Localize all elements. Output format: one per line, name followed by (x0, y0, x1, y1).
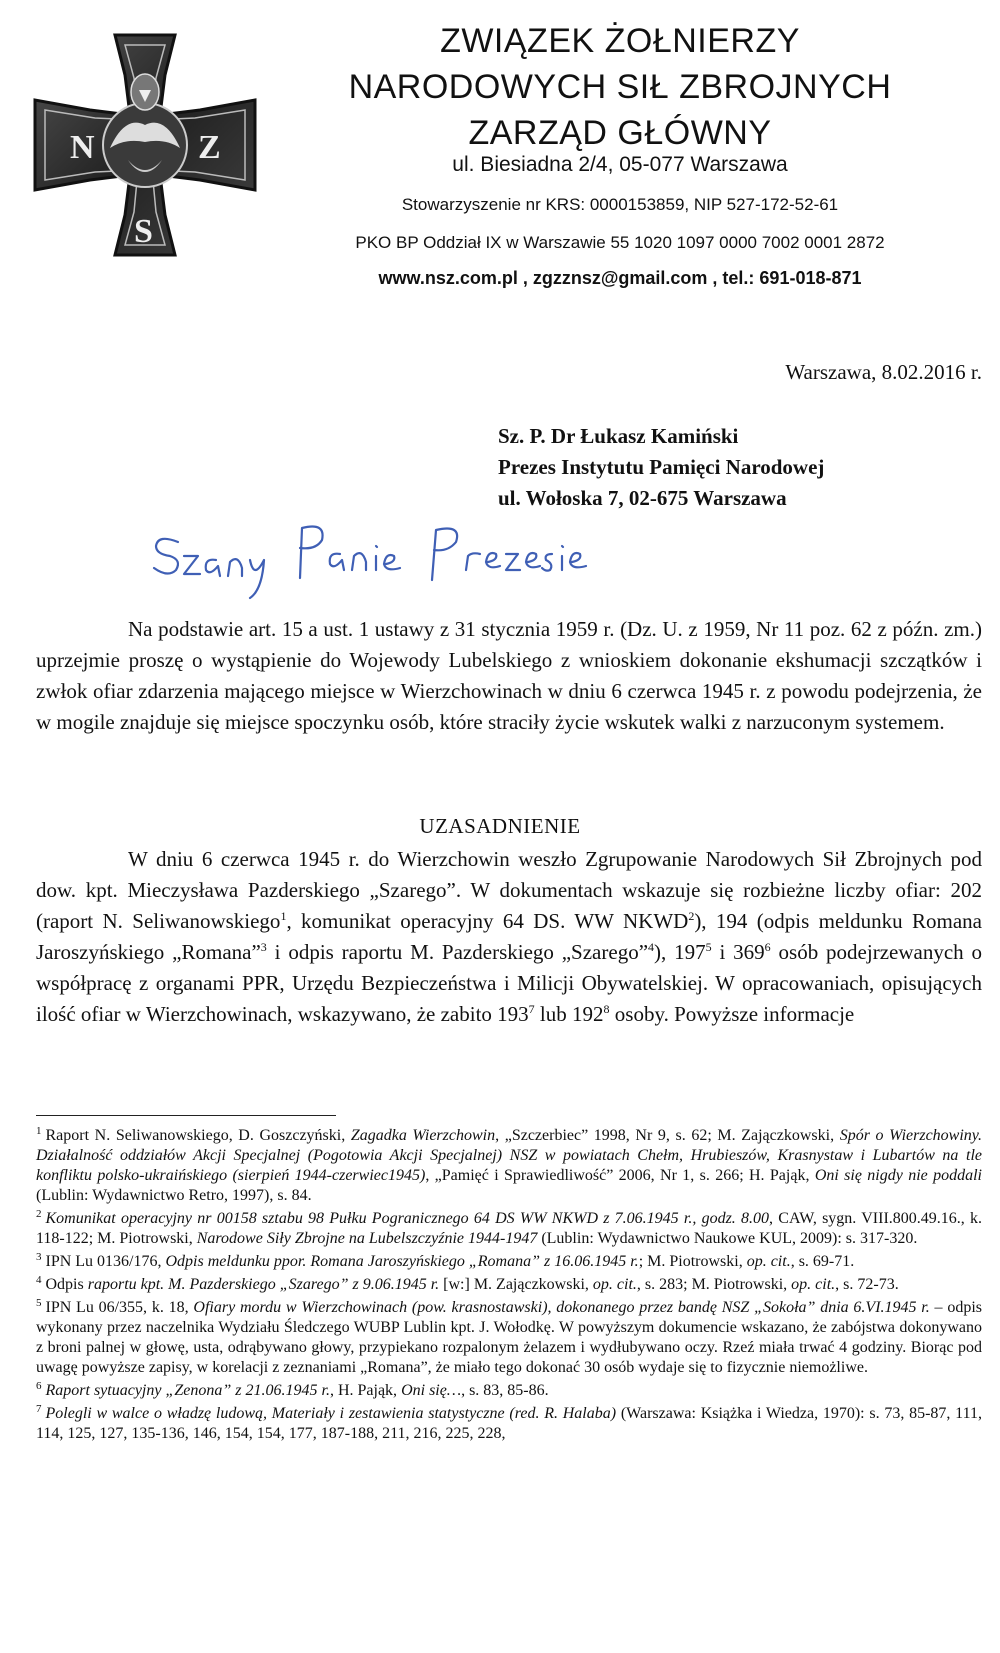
footnote-title: Odpis meldunku ppor. Romana Jaroszyńskiego „Romana” z 16.06.1945 r. (165, 1253, 639, 1270)
footnote-text: Odpis (45, 1276, 88, 1293)
footnote-text: , „Szczerbiec” 1998, Nr 9, s. 62; M. Zajączkowski, (495, 1127, 840, 1144)
organization-name (290, 18, 950, 156)
addressee-block (498, 421, 824, 514)
footnote-number: 6 (36, 1379, 42, 1392)
footnote-title: Raport sytuacyjny „Zenona” z 21.06.1945 r. (45, 1382, 330, 1399)
footnote-number: 1 (36, 1124, 42, 1137)
footnote-3 (36, 1252, 982, 1272)
org-registration: Stowarzyszenie nr KRS: 0000153859, NIP 527-172-52-61 (401, 195, 839, 214)
footnote-1 (36, 1126, 982, 1206)
footnote-title: Ofiary mordu w Wierzchowinach (pow. krasnostawski), dokonanego przez bandę NSZ „Sokoła” dnia 6.VI.1945 r. (193, 1299, 930, 1316)
footnote-ref: 6 (764, 940, 771, 954)
org-line-3: ZARZĄD GŁÓWNY (468, 114, 772, 152)
letter-date: Warszawa, 8.02.2016 r. (785, 360, 982, 384)
footnote-text: Raport N. Seliwanowskiego, D. Goszczyński, (45, 1127, 351, 1144)
footnote-divider (36, 1115, 336, 1116)
addressee-title: Prezes Instytutu Pamięci Narodowej (498, 455, 825, 479)
logo-letter-s: S (134, 213, 153, 250)
justification-text: lub 192 (534, 1002, 604, 1026)
handwritten-salutation (150, 520, 610, 600)
footnote-7 (36, 1404, 982, 1444)
footnote-text: , H. Pająk, (329, 1382, 402, 1399)
footnote-title: Komunikat operacyjny nr 00158 sztabu 98 Pułku Pogranicznego 64 DS WW NKWD z 7.06.1945 r., godz. 8.00 (45, 1210, 770, 1227)
org-contact: www.nsz.com.pl , zgzznsz@gmail.com , tel.: 691-018-871 (378, 268, 862, 288)
footnote-number: 5 (36, 1296, 42, 1309)
footnote-title: Narodowe Siły Zbrojne na Lubelszczyźnie 1944-1947 (196, 1230, 538, 1247)
nsz-cross-logo (30, 30, 260, 260)
logo-letter-z: Z (198, 129, 221, 166)
justification-paragraph (36, 844, 982, 1030)
logo-letter-n: N (70, 129, 95, 166)
footnote-text: , s. 69-71. (790, 1253, 855, 1270)
org-line-2: NARODOWYCH SIŁ ZBROJNYCH (348, 68, 892, 106)
footnote-title: Oni się… (401, 1382, 462, 1399)
footnote-ref: 2 (688, 909, 695, 923)
footnote-ref: 3 (260, 940, 267, 954)
justification-heading: UZASADNIENIE (419, 814, 581, 838)
footnote-number: 4 (36, 1273, 42, 1286)
footnote-title: Zagadka Wierzchowin (350, 1127, 496, 1144)
footnote-text: – odpis wykonany przez naczelnika Wydziału Śledczego WUBP Lublin kpt. J. Wołodkę. W powyższym dokumencie wskazano, że zabójstwa dokonywano z broni palnej w głowę, usta, odrąbywano głowy, przypiekano rozpalonym żelazem i wydłubywano oczy. Rzeź miała trwać 4 godziny. Biorąc pod uwagę powyższe zapisy, w korelacji z zeznaniami „Romana”, że miało tego dokonać 30 osób wydaje się to fizycznie niemożliwe. (36, 1299, 982, 1376)
footnote-title: raportu kpt. M. Pazderskiego „Szarego” z 9.06.1945 r. (87, 1276, 440, 1293)
justification-text: , komunikat operacyjny 64 DS. WW NKWD (286, 909, 689, 933)
footnote-text: , s. 83, 85-86. (461, 1382, 549, 1399)
footnote-ref: 4 (648, 940, 655, 954)
footnote-number: 7 (36, 1402, 42, 1415)
justification-text: W dniu 6 czerwca 1945 r. do Wierzchowin weszło Zgrupowanie Narodowych Sił Zbrojnych pod dow. kpt. Mieczysława Pazderskiego „Szarego”. W dokumentach wskazuje się rozbieżne liczby ofiar: 202 (raport N. Seliwanowskiego (36, 847, 982, 933)
footnote-title: Oni się nigdy nie poddali (814, 1167, 982, 1184)
footnote-text: ; M. Piotrowski, (638, 1253, 747, 1270)
justification-text: ), 197 (654, 940, 706, 964)
footnote-text: , CAW, sygn. VIII.800.49.16., k. 118-122; M. Piotrowski, (36, 1210, 982, 1247)
footnote-text: , s. 283; M. Piotrowski, (636, 1276, 792, 1293)
footnote-text: (Warszawa: Książka i Wiedza, 1970): s. 73, 85-87, 111, 114, 125, 127, 135-136, 146, 154, 154, 177, 187-188, 211, 216, 225, 228, (36, 1405, 982, 1442)
org-address: ul. Biesiadna 2/4, 05-077 Warszawa (452, 153, 788, 176)
footnote-title: Spór o Wierzchowiny. Działalność oddziałów Akcji Specjalnej (Pogotowia Akcji Specjalnej) NSZ w powiatach Chełm, Hrubieszów, Krasnystaw i Lubartów na tle konfliktu polsko-ukraińskiego (sierpień 1944-czerwiec1945) (36, 1127, 983, 1184)
footnote-text: [w:] M. Zajączkowski, (439, 1276, 593, 1293)
footnote-4 (36, 1275, 982, 1295)
justification-text: osoby. Powyższe informacje (609, 1002, 855, 1026)
footnote-ref: 8 (603, 1002, 610, 1016)
footnote-title: op. cit. (746, 1253, 791, 1270)
org-line-1: ZWIĄZEK ŻOŁNIERZY (440, 22, 800, 60)
footnote-title: Polegli w walce o władzę ludową, Materiały i zestawienia statystyczne (red. R. Halaba) (45, 1405, 617, 1422)
footnote-text: IPN Lu 0136/176, (45, 1253, 166, 1270)
footnote-ref: 1 (280, 909, 287, 923)
footnote-ref: 7 (528, 1002, 535, 1016)
justification-text: i 369 (711, 940, 765, 964)
footnote-text: (Lublin: Wydawnictwo Retro, 1997), s. 84. (36, 1187, 312, 1204)
justification-text: ), 194 (odpis meldunku Romana Jaroszyńskiego „Romana” (36, 909, 982, 964)
footnote-2 (36, 1209, 982, 1249)
request-paragraph: Na podstawie art. 15 a ust. 1 ustawy z 31 stycznia 1959 r. (Dz. U. z 1959, Nr 11 poz. 62 z późn. zm.) uprzejmie proszę o wystąpienie do Wojewody Lubelskiego z wnioskiem dokonanie ekshumacji szczątków i zwłok ofiar zdarzenia mającego miejsce w Wierzchowinach w dniu 6 czerwca 1945 r. z powodu podejrzenia, że w mogile znajduje się miejsce spoczynku osób, które straciły życie wskutek walki z narzuconym systemem. (36, 617, 982, 734)
justification-text: i odpis raportu M. Pazderskiego „Szarego” (266, 940, 649, 964)
addressee-name: Sz. P. Dr Łukasz Kamiński (498, 424, 739, 448)
footnote-text: (Lublin: Wydawnictwo Naukowe KUL, 2009): s. 317-320. (537, 1230, 918, 1247)
footnote-title: op. cit. (592, 1276, 637, 1293)
addressee-address: ul. Wołoska 7, 02-675 Warszawa (498, 486, 787, 510)
footnote-text: , „Pamięć i Sprawiedliwość” 2006, Nr 1, s. 266; H. Pająk, (425, 1167, 815, 1184)
footnote-ref: 5 (705, 940, 712, 954)
justification-text: osób podejrzewanych o współpracę z organami PPR, Urzędu Bezpieczeństwa i Milicji Obywatelskiej. W opracowaniach, opisujących ilość ofiar w Wierzchowinach, wskazywano, że zabito 193 (36, 940, 982, 1026)
footnote-6 (36, 1381, 982, 1401)
footnotes (36, 1126, 982, 1447)
footnote-number: 2 (36, 1207, 42, 1220)
footnote-text: , s. 72-73. (835, 1276, 899, 1293)
footnote-5 (36, 1298, 982, 1378)
footnote-text: IPN Lu 06/355, k. 18, (45, 1299, 194, 1316)
footnote-number: 3 (36, 1250, 42, 1263)
org-bank-account: PKO BP Oddział IX w Warszawie 55 1020 1097 0000 7002 0001 2872 (355, 233, 885, 252)
footnote-title: op. cit. (791, 1276, 836, 1293)
